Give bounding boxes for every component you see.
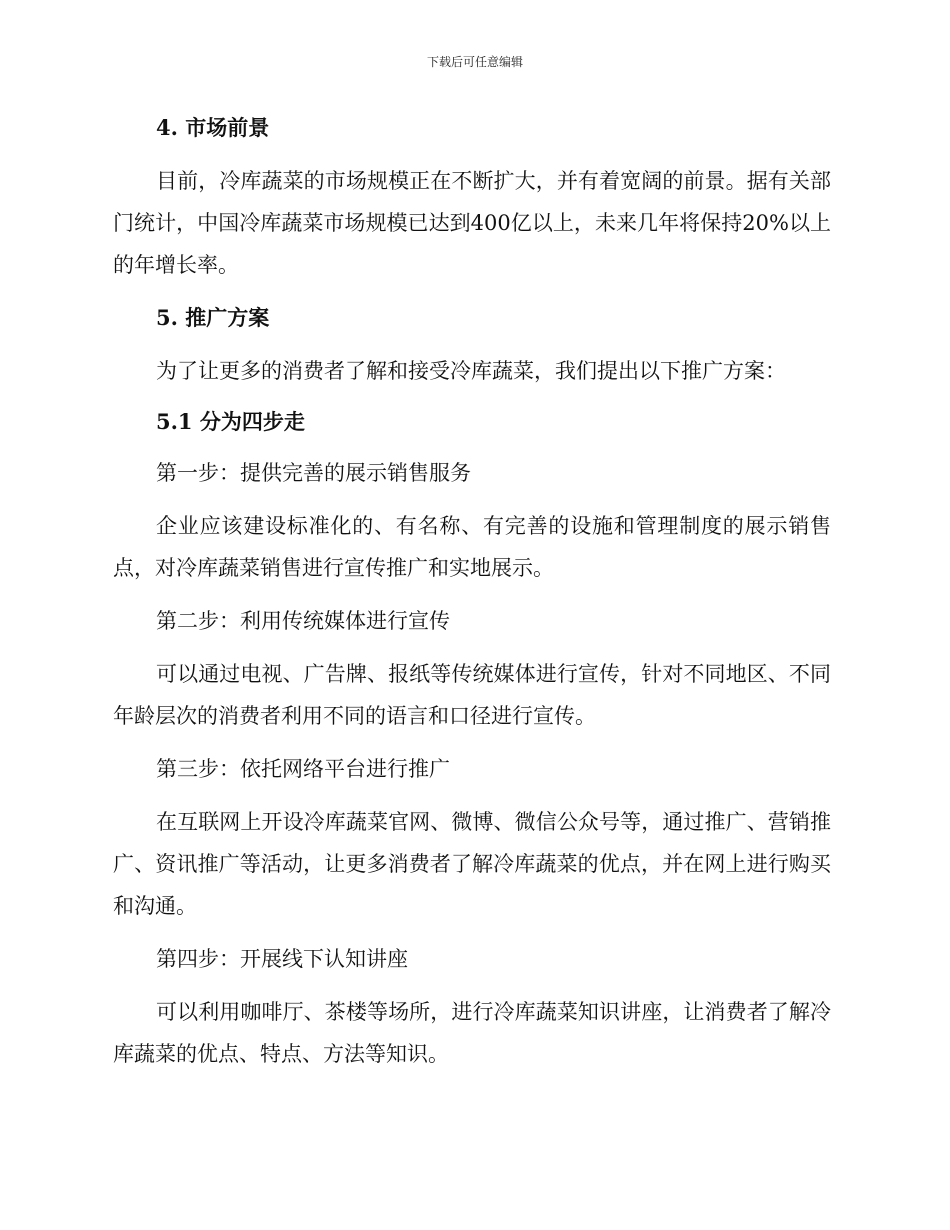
step-title-2: 第二步：利用传统媒体进行宣传 [156,609,450,633]
step-body-3: 在互联网上开设冷库蔬菜官网、微博、微信公众号等，通过推广、营销推广、资讯推广等活动，让更多消费者了解冷库蔬菜的优点，并在网上进行购买和沟通。 [113,810,831,918]
paragraph-promotion-intro: 为了让更多的消费者了解和接受冷库蔬菜，我们提出以下推广方案： [156,359,786,383]
section-heading-promotion: 5. 推广方案 [156,305,270,330]
step-body-4: 可以利用咖啡厅、茶楼等场所，进行冷库蔬菜知识讲座，让消费者了解冷库蔬菜的优点、特点、方法等知识。 [113,1000,831,1066]
section-heading-market: 4. 市场前景 [156,115,270,140]
page-header: 下载后可任意编辑 [426,55,523,69]
step-title-4: 第四步：开展线下认知讲座 [156,947,408,971]
subsection-heading-four-steps: 5.1 分为四步走 [156,409,305,434]
step-title-3: 第三步：依托网络平台进行推广 [156,757,450,781]
step-title-1: 第一步：提供完善的展示销售服务 [156,461,471,485]
step-body-2: 可以通过电视、广告牌、报纸等传统媒体进行宣传，针对不同地区、不同年龄层次的消费者利用不同的语言和口径进行宣传。 [113,662,831,728]
document-body [113,110,831,1075]
step-body-1: 企业应该建设标准化的、有名称、有完善的设施和管理制度的展示销售点，对冷库蔬菜销售进行宣传推广和实地展示。 [113,514,831,580]
paragraph-market: 目前，冷库蔬菜的市场规模正在不断扩大，并有着宽阔的前景。据有关部门统计，中国冷库蔬菜市场规模已达到400亿以上，未来几年将保持20%以上的年增长率。 [113,169,831,277]
